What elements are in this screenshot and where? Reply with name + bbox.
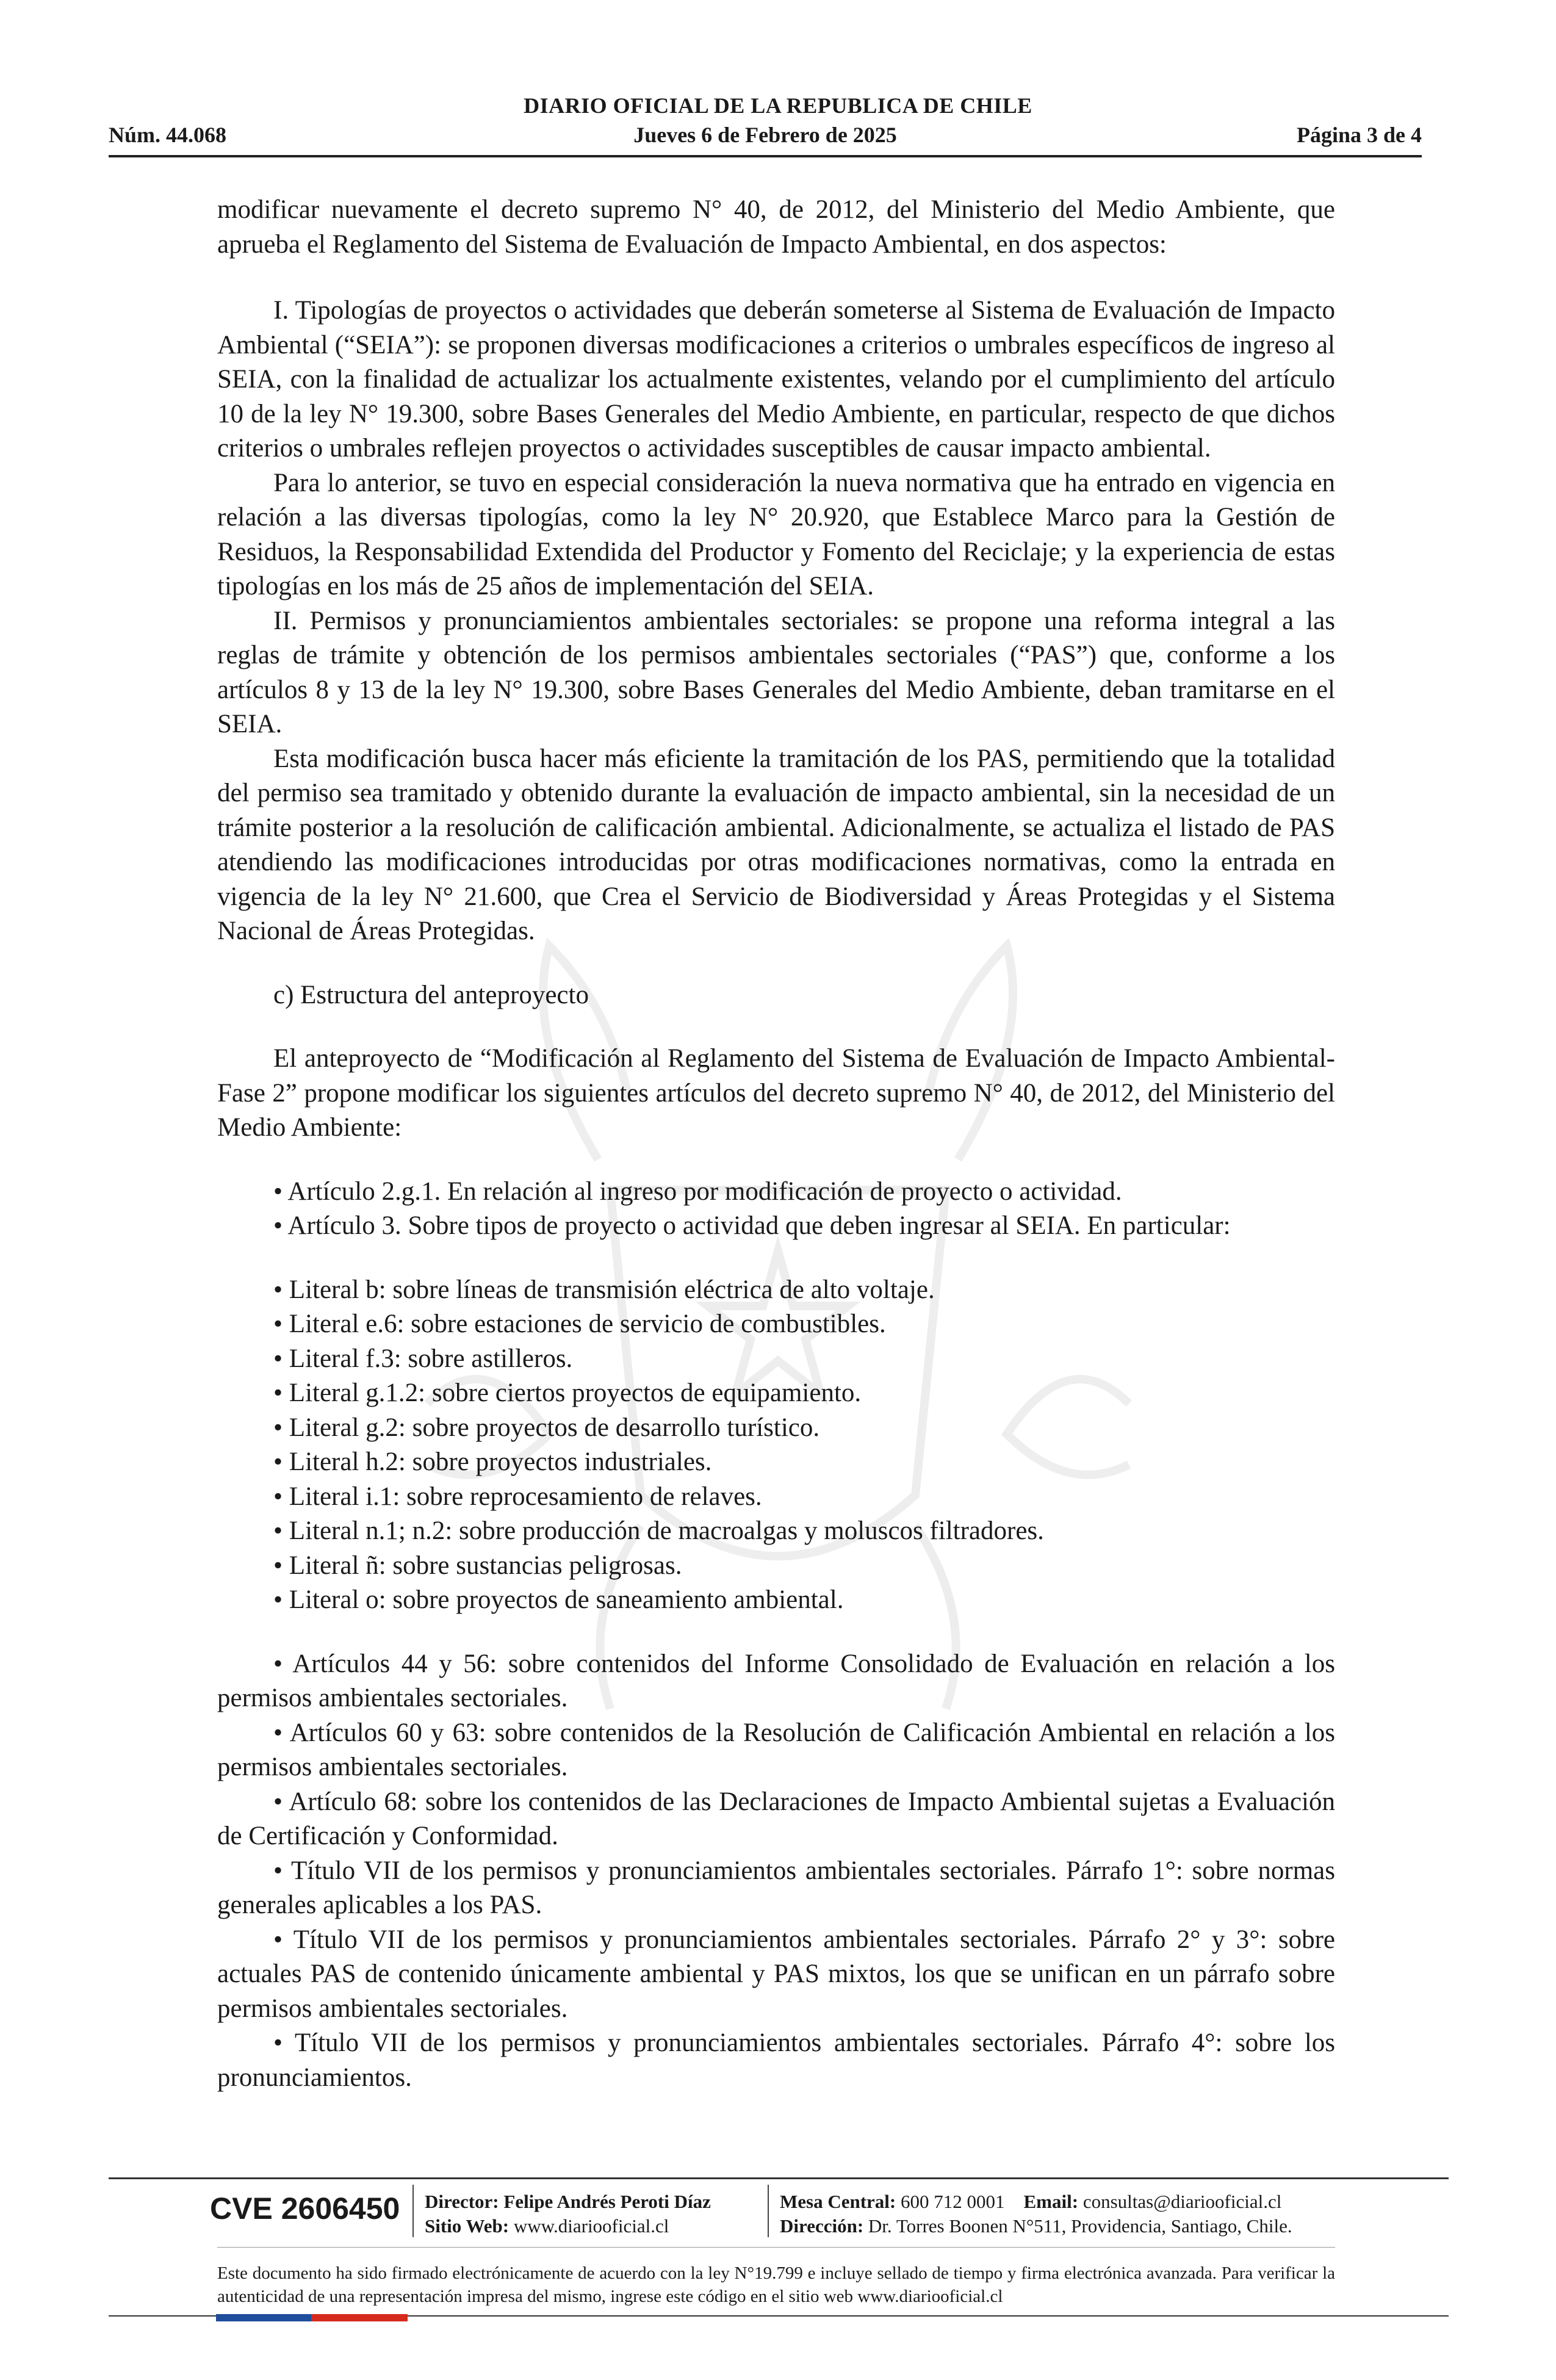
address-label: Dirección: bbox=[780, 2215, 864, 2237]
list-item: • Título VII de los permisos y pronunciamientos ambientales sectoriales. Párrafo 4°: sobre los pronunciamientos. bbox=[217, 2028, 1335, 2092]
list-item: • Literal b: sobre líneas de transmisión eléctrica de alto voltaje. bbox=[273, 1275, 935, 1304]
list-item: • Artículo 2.g.1. En relación al ingreso por modificación de proyecto o actividad. bbox=[273, 1177, 1122, 1206]
paragraph: modificar nuevamente el decreto supremo N° 40, de 2012, del Ministerio del Medio Ambiente, que aprueba el Reglamento del Sistema de Evaluación de Impacto Ambiental, en dos aspectos: bbox=[217, 195, 1335, 259]
gazette-title: DIARIO OFICIAL DE LA REPUBLICA DE CHILE bbox=[524, 93, 1032, 118]
signature-note: Este documento ha sido firmado electrónicamente de acuerdo con la ley N°19.799 e incluye sellado de tiempo y firma electrónica avanzada. Para verificar la autenticidad de una representación impresa del mismo, ingrese este código en el sitio web www.diariooficial.cl bbox=[217, 2263, 1335, 2306]
email-label: Email: bbox=[1023, 2191, 1079, 2212]
paragraph: Para lo anterior, se tuvo en especial consideración la nueva normativa que ha entrado en vigencia en relación a las diversas tipologías, como la ley N° 20.920, que Establece Marco para la Gestión de Residuos, la Responsabilidad Extendida del Productor y Fomento del Reciclaje; y la experiencia de estas tipologías en los más de 25 años de implementación del SEIA. bbox=[217, 468, 1335, 600]
list-item: • Literal g.2: sobre proyectos de desarrollo turístico. bbox=[273, 1413, 820, 1442]
site-link[interactable]: www.diariooficial.cl bbox=[513, 2215, 669, 2237]
email-link[interactable]: consultas@diariooficial.cl bbox=[1082, 2191, 1282, 2212]
footer-mid-divider bbox=[217, 2247, 1335, 2248]
issue-number: Núm. 44.068 bbox=[109, 123, 227, 147]
flag-stripe-red bbox=[311, 2314, 408, 2321]
header-row bbox=[109, 122, 1422, 153]
director-label: Director: bbox=[425, 2191, 499, 2212]
issue-date: Jueves 6 de Febrero de 2025 bbox=[633, 123, 897, 147]
paragraph: Esta modificación busca hacer más eficiente la tramitación de los PAS, permitiendo que la totalidad del permiso sea tramitado y obtenido durante la evaluación de impacto ambiental, sin la necesidad de un trámite posterior a la resolución de calificación ambiental. Adicionalmente, se actualiza el listado de PAS atendiendo las modificaciones introducidas por otras modificaciones normativas, como la entrada en vigencia de la ley N° 21.600, que Crea el Servicio de Biodiversidad y Áreas Protegidas y el Sistema Nacional de Áreas Protegidas. bbox=[217, 744, 1335, 945]
list-item: • Literal e.6: sobre estaciones de servicio de combustibles. bbox=[273, 1310, 886, 1338]
list-item: • Literal ñ: sobre sustancias peligrosas. bbox=[273, 1551, 682, 1580]
list-item: • Literal o: sobre proyectos de saneamiento ambiental. bbox=[273, 1585, 844, 1614]
list-item: • Artículo 68: sobre los contenidos de las Declaraciones de Impacto Ambiental sujetas a Evaluación de Certificación y Conformidad. bbox=[217, 1787, 1335, 1850]
paragraph: El anteproyecto de “Modificación al Reglamento del Sistema de Evaluación de Impacto Ambiental-Fase 2” propone modificar los siguientes artículos del decreto supremo N° 40, de 2012, del Ministerio del Medio Ambiente: bbox=[217, 1044, 1335, 1142]
paragraph: II. Permisos y pronunciamientos ambientales sectoriales: se propone una reforma integral a las reglas de trámite y obtención de los permisos ambientales sectoriales (“PAS”) que, conforme a los artículos 8 y 13 de la ley N° 19.300, sobre Bases Generales del Medio Ambiente, deban tramitarse en el SEIA. bbox=[217, 606, 1335, 738]
address-text: Dr. Torres Boonen N°511, Providencia, Santiago, Chile. bbox=[868, 2215, 1292, 2237]
list-item: • Literal g.1.2: sobre ciertos proyectos de equipamiento. bbox=[273, 1379, 862, 1407]
list-item: • Literal i.1: sobre reprocesamiento de relaves. bbox=[273, 1482, 762, 1511]
list-item: • Artículos 44 y 56: sobre contenidos del Informe Consolidado de Evaluación en relación a los permisos ambientales sectoriales. bbox=[217, 1649, 1335, 1712]
footer-contact-block bbox=[780, 2190, 1292, 2238]
list-item: • Literal h.2: sobre proyectos industriales. bbox=[273, 1448, 712, 1476]
section-heading: c) Estructura del anteproyecto bbox=[273, 980, 589, 1009]
footer-top-divider bbox=[109, 2177, 1449, 2179]
phone-label: Mesa Central: bbox=[780, 2191, 896, 2212]
document-body bbox=[217, 193, 1335, 2095]
footer-separator bbox=[412, 2185, 414, 2237]
phone-number: 600 712 0001 bbox=[901, 2191, 1005, 2212]
flag-stripe-blue bbox=[216, 2314, 311, 2321]
list-item: • Literal n.1; n.2: sobre producción de macroalgas y moluscos filtradores. bbox=[273, 1516, 1044, 1545]
footer-separator bbox=[768, 2185, 769, 2237]
header-divider bbox=[109, 155, 1422, 157]
footer-director-block bbox=[425, 2190, 711, 2238]
director-name: Felipe Andrés Peroti Díaz bbox=[503, 2191, 711, 2212]
list-item: • Título VII de los permisos y pronunciamientos ambientales sectoriales. Párrafo 2° y 3°: sobre actuales PAS de contenido únicamente ambiental y PAS mixtos, los que se unifican en un párrafo sobre permisos ambientales sectoriales. bbox=[217, 1925, 1335, 2023]
page-number: Página 3 de 4 bbox=[1296, 123, 1422, 147]
cve-code: CVE 2606450 bbox=[210, 2191, 400, 2226]
list-item: • Título VII de los permisos y pronunciamientos ambientales sectoriales. Párrafo 1°: sobre normas generales aplicables a los PAS. bbox=[217, 1856, 1335, 1919]
site-label: Sitio Web: bbox=[425, 2215, 510, 2237]
paragraph: I. Tipologías de proyectos o actividades que deberán someterse al Sistema de Evaluación de Impacto Ambiental (“SEIA”): se proponen diversas modificaciones a criterios o umbrales específicos de ingreso al SEIA, con la finalidad de actualizar los actualmente existentes, velando por el cumplimiento del artículo 10 de la ley N° 19.300, sobre Bases Generales del Medio Ambiente, en particular, respecto de que dichos criterios o umbrales reflejen proyectos o actividades susceptibles de causar impacto ambiental. bbox=[217, 296, 1335, 463]
list-item: • Literal f.3: sobre astilleros. bbox=[273, 1344, 573, 1373]
list-item: • Artículo 3. Sobre tipos de proyecto o actividad que deben ingresar al SEIA. En particular: bbox=[273, 1211, 1231, 1240]
list-item: • Artículos 60 y 63: sobre contenidos de la Resolución de Calificación Ambiental en relación a los permisos ambientales sectoriales. bbox=[217, 1718, 1335, 1781]
